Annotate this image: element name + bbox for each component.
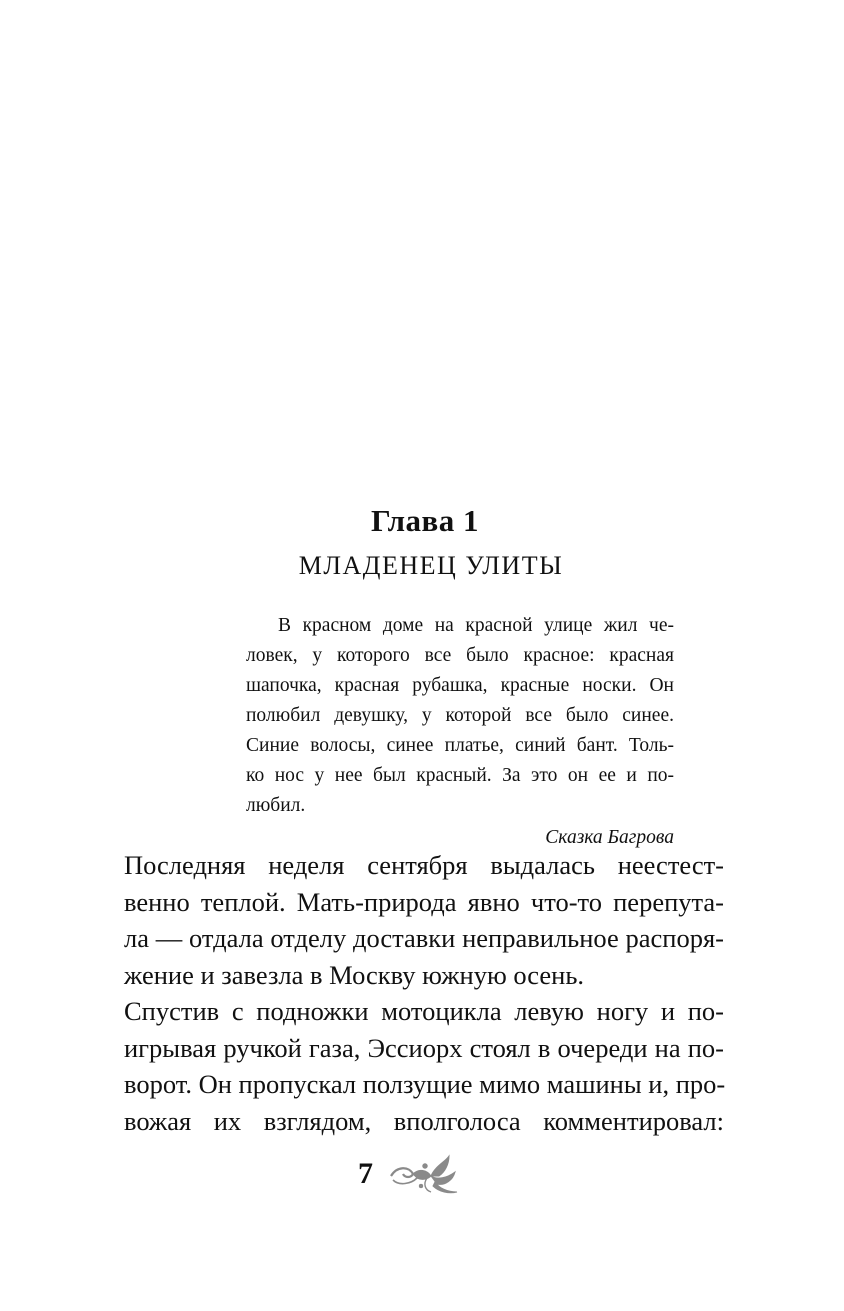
paragraph-line: жение и завезла в Москву южную осень. <box>124 959 585 990</box>
page-footer <box>358 1152 463 1196</box>
paragraph-line: игрывая ручкой газа, Эссиорх стоял в очереди на по- <box>124 1032 724 1063</box>
epigraph <box>246 611 674 853</box>
paragraph-line: Последняя неделя сентября выдалась неестест- <box>124 850 724 880</box>
page-number: 7 <box>358 1157 373 1190</box>
body-text <box>124 847 724 1139</box>
epigraph-line: Синие волосы, синее платье, синий бант. Толь- <box>246 735 674 756</box>
epigraph-line: ловек, у которого все было красное: красная <box>246 645 674 666</box>
paragraph-line: ла — отдала отделу доставки неправильное распоря- <box>124 923 724 953</box>
epigraph-line: ко нос у нее был красный. За это он ее и по- <box>246 765 674 786</box>
chapter-title: Глава 1 <box>370 503 480 538</box>
paragraph-line: вожая их взглядом, вполголоса комментировал: <box>124 1105 724 1136</box>
epigraph-line: любил. <box>246 795 306 816</box>
epigraph-author: Сказка Багрова <box>545 827 674 848</box>
paragraph-line: венно теплой. Мать-природа явно что-то перепута- <box>124 886 724 917</box>
epigraph-line: В красном доме на красной улице жил че- <box>278 615 674 636</box>
floral-vignette-icon <box>387 1152 463 1196</box>
epigraph-line: шапочка, красная рубашка, красные носки. Он <box>246 675 674 696</box>
chapter-subtitle: МЛАДЕНЕЦ УЛИТЫ <box>298 551 564 580</box>
paragraph-line: ворот. Он пропускал ползущие мимо машины и, про- <box>124 1069 726 1099</box>
paragraph-line: Спустив с подножки мотоцикла левую ногу и по- <box>124 996 724 1026</box>
epigraph-line: полюбил девушку, у которой все было синее. <box>246 705 674 726</box>
